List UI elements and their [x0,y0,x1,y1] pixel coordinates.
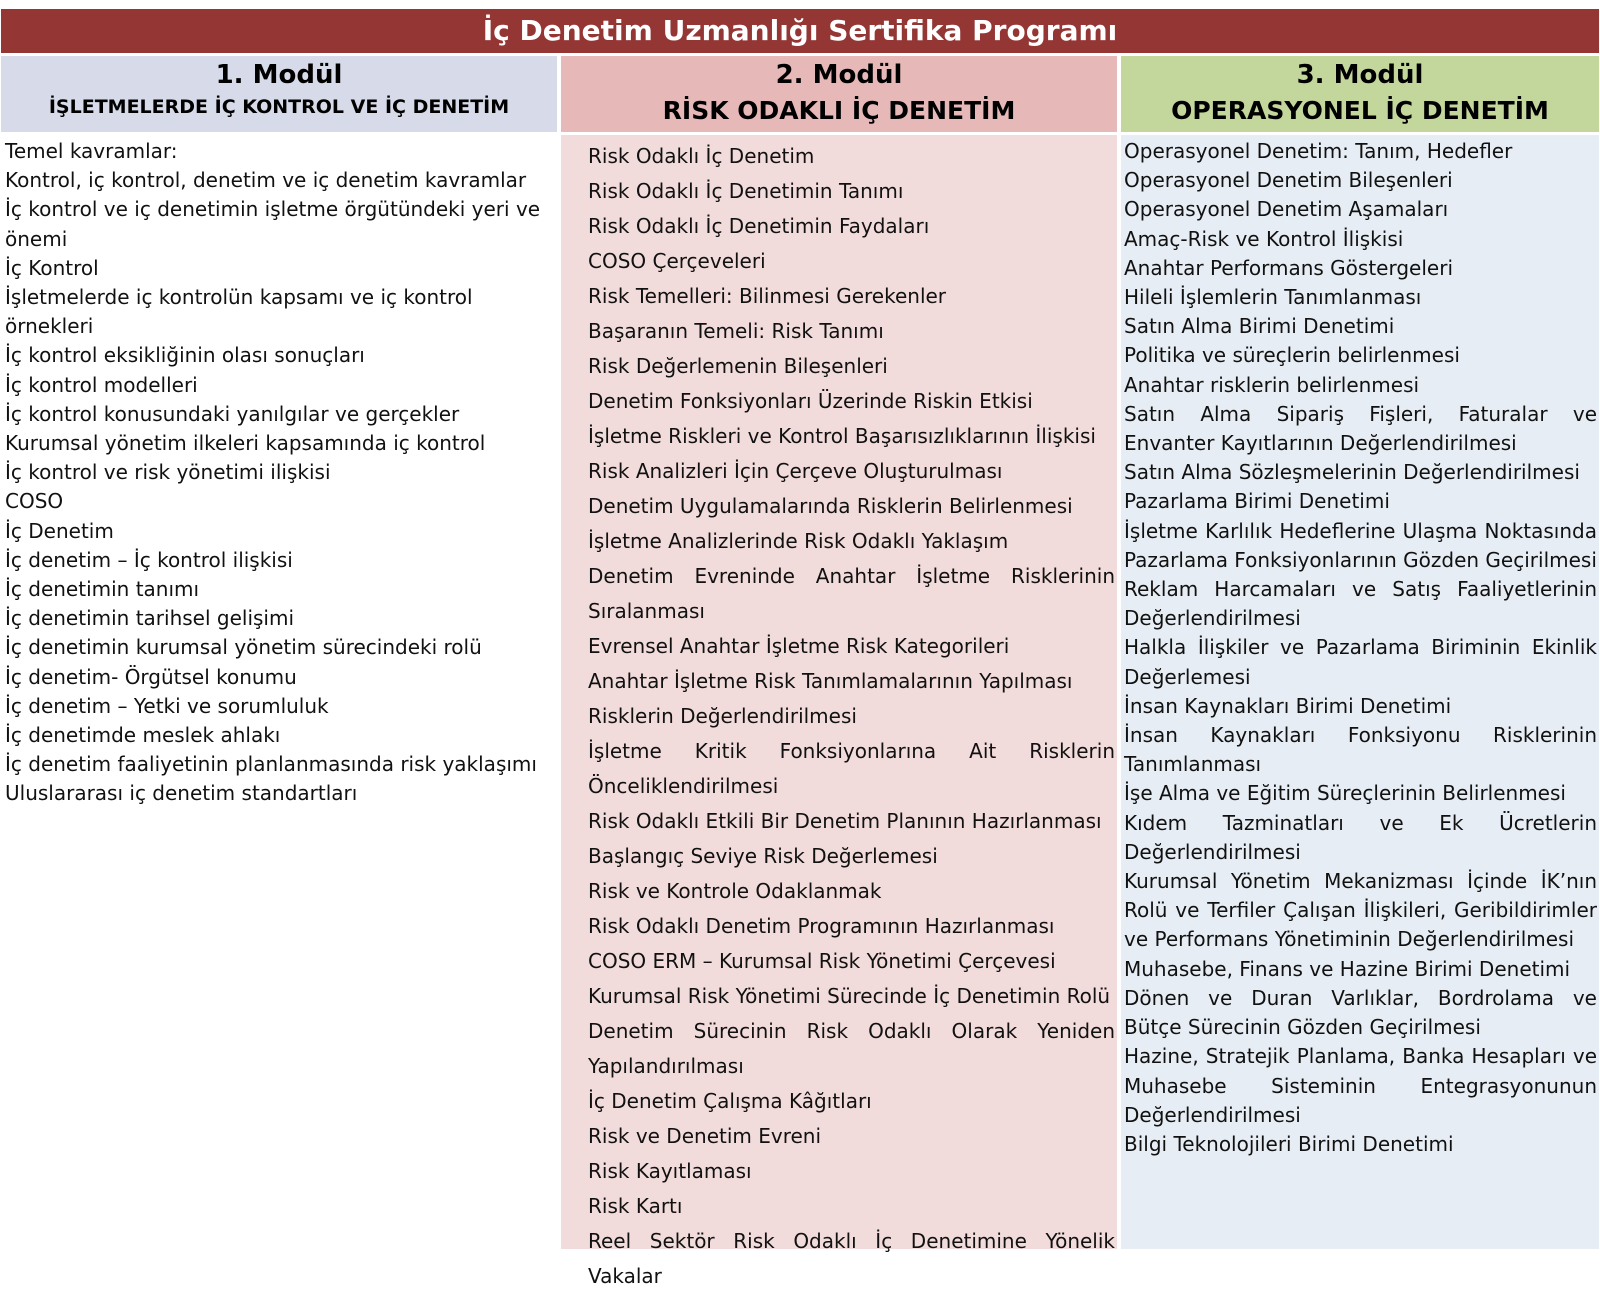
module-2-topic-item: Risk Odaklı Etkili Bir Denetim Planının Hazırlanması [588,809,1102,833]
module-1-topic-item: İç denetimde meslek ahlakı [5,723,281,748]
module-2-topic-item: İç Denetim Çalışma Kâğıtları [588,1089,872,1113]
module-3-topic-item: Operasyonel Denetim Aşamaları [1124,197,1449,222]
module-3-topic-item: Kıdem Tazminatları ve Ek Ücretlerin Değerlendirilmesi [1124,810,1597,864]
module-1-topic-item: Kontrol, iç kontrol, denetim ve iç denetim kavramlar [5,168,527,193]
module-1-name: İŞLETMELERDE İÇ KONTROL VE İÇ DENETİM [48,96,510,118]
module-3-topic-item: Operasyonel Denetim: Tanım, Hedefler [1124,139,1513,163]
module-3-number: 3. Modül [1296,60,1424,90]
module-3-header [1121,56,1599,132]
module-2-topic-item: Kurumsal Risk Yönetimi Sürecinde İç Denetimin Rolü [588,984,1111,1008]
module-3-topic-item: Dönen ve Duran Varlıklar, Bordrolama ve Bütçe Sürecinin Gözden Geçirilmesi [1124,985,1597,1040]
module-2-topic-item: Anahtar İşletme Risk Tanımlamalarının Yapılması [588,669,1073,693]
module-3-topic-item: Anahtar risklerin belirlenmesi [1124,372,1420,397]
module-2-header [561,56,1117,132]
module-1-topic-item: İç denetimin tarihsel gelişimi [5,606,295,631]
module-2-topic-item: Risk Kartı [588,1194,683,1218]
module-1-topic-item: İç kontrol modelleri [5,372,198,397]
module-3-topic-item: İşletme Karlılık Hedeflerine Ulaşma Noktasında Pazarlama Fonksiyonlarının Gözden Geçirilmesi [1124,518,1597,572]
module-3-topic-item: Halkla İlişkiler ve Pazarlama Biriminin Ekinlik Değerlemesi [1124,635,1597,689]
module-1-topic-item: İç denetimin kurumsal yönetim sürecindeki rolü [5,635,482,660]
module-2-topic-item: Risk Temelleri: Bilinmesi Gerekenler [588,284,947,308]
module-2-topic-item: Evrensel Anahtar İşletme Risk Kategorileri [588,634,1010,658]
module-3-topic-item: Operasyonel Denetim Bileşenleri [1124,168,1453,193]
module-2-topic-item: İşletme Riskleri ve Kontrol Başarısızlıklarının İlişkisi [588,424,1096,448]
module-3-topic-item: Pazarlama Birimi Denetimi [1124,489,1390,514]
module-1-topic-item: COSO [5,489,64,514]
module-2-topic-list [588,139,1115,1294]
module-1-topic-item: İç kontrol ve iç denetimin işletme örgütündeki yeri ve önemi [5,197,541,251]
module-2-topic-item: Denetim Fonksiyonları Üzerinde Riskin Etkisi [588,389,1033,413]
module-1-topic-item: İç Kontrol [5,255,99,280]
module-1-topic-item: Temel kavramlar: [5,139,178,163]
module-2-topic-item: Risk ve Kontrole Odaklanmak [588,879,882,903]
module-3-topic-item: Amaç-Risk ve Kontrol İlişkisi [1124,226,1404,251]
module-2-topic-item: Risk ve Denetim Evreni [588,1124,822,1148]
module-2-topic-item: Denetim Evreninde Anahtar İşletme Risklerinin Sıralanması [588,564,1115,623]
module-3-topic-item: Hileli İşlemlerin Tanımlanması [1124,285,1422,310]
module-2-topic-item: Risk Odaklı İç Denetimin Faydaları [588,214,930,238]
module-2-topic-item: Risklerin Değerlendirilmesi [588,704,857,728]
module-1-topic-item: İç denetimin tanımı [5,577,200,602]
module-1-topic-item: İç denetim- Örgütsel konumu [5,664,297,689]
module-2-topic-item: Başaranın Temeli: Risk Tanımı [588,319,884,343]
module-2-topic-item: Risk Kayıtlaması [588,1159,752,1183]
module-1-topic-list [5,137,557,809]
module-2-number: 2. Modül [775,60,903,90]
module-1-topic-item: İç kontrol ve risk yönetimi ilişkisi [5,460,331,485]
module-2-name: RİSK ODAKLI İÇ DENETİM [662,96,1016,125]
module-3-topic-item: İnsan Kaynakları Fonksiyonu Risklerinin Tanımlanması [1124,723,1597,777]
module-2-topic-item: Denetim Sürecinin Risk Odaklı Olarak Yeniden Yapılandırılması [588,1019,1115,1078]
module-3-topic-item: Politika ve süreçlerin belirlenmesi [1124,343,1460,368]
module-1-topic-item: İşletmelerde iç kontrolün kapsamı ve iç kontrol örnekleri [5,285,473,339]
module-1-number: 1. Modül [215,60,343,90]
module-2-topic-item: Reel Sektör Risk Odaklı İç Denetimine Yönelik Vakalar [588,1229,1115,1288]
module-3-topic-item: Muhasebe, Finans ve Hazine Birimi Denetimi [1124,956,1571,981]
module-1-topics [1,135,557,1249]
module-1-topic-item: İç denetim – İç kontrol ilişkisi [5,547,293,572]
module-3-topic-list [1124,137,1597,1159]
module-1-topic-item: İç Denetim [5,518,114,543]
module-2-topic-item: İşletme Kritik Fonksiyonlarına Ait Risklerin Önceliklendirilmesi [588,739,1115,798]
module-2-topic-item: Denetim Uygulamalarında Risklerin Belirlenmesi [588,494,1073,518]
module-3-topic-item: Satın Alma Sözleşmelerinin Değerlendirilmesi [1124,460,1580,485]
module-3-name: OPERASYONEL İÇ DENETİM [1171,96,1549,125]
module-1-topic-item: İç denetim faaliyetinin planlanmasında risk yaklaşımı [5,752,537,777]
module-1-header [1,56,557,132]
module-3-topic-item: İşe Alma ve Eğitim Süreçlerinin Belirlenmesi [1124,781,1566,806]
module-1-topic-item: Kurumsal yönetim ilkeleri kapsamında iç kontrol [5,431,486,456]
module-2-topic-item: Risk Analizleri İçin Çerçeve Oluşturulması [588,459,1003,483]
module-2-topics [561,135,1117,1288]
module-3-topics [1121,135,1599,1249]
module-2-topic-item: İşletme Analizlerinde Risk Odaklı Yaklaşım [588,529,1009,553]
module-1-topic-item: İç kontrol konusundaki yanılgılar ve gerçekler [5,401,460,426]
module-2-topic-item: Risk Odaklı Denetim Programının Hazırlanması [588,914,1055,938]
module-1-topic-item: İç denetim – Yetki ve sorumluluk [5,693,329,718]
module-2-topic-item: Başlangıç Seviye Risk Değerlemesi [588,844,938,868]
module-2-topic-item: Risk Odaklı İç Denetimin Tanımı [588,179,904,203]
module-3-topic-item: Reklam Harcamaları ve Satış Faaliyetlerinin Değerlendirilmesi [1124,577,1597,631]
module-1-topic-item: İç kontrol eksikliğinin olası sonuçları [5,343,365,368]
module-1-topic-item: Uluslararası iç denetim standartları [5,781,358,806]
module-2-topic-item: Risk Değerlemenin Bileşenleri [588,354,888,378]
module-3-topic-item: İnsan Kaynakları Birimi Denetimi [1124,693,1452,718]
module-3-topic-item: Bilgi Teknolojileri Birimi Denetimi [1124,1131,1454,1156]
module-2-topic-item: COSO Çerçeveleri [588,249,766,273]
page-title: İç Denetim Uzmanlığı Sertifika Programı [1,9,1599,53]
module-3-topic-item: Satın Alma Birimi Denetimi [1124,314,1395,339]
module-2-topic-item: Risk Odaklı İç Denetim [588,144,815,168]
module-3-topic-item: Satın Alma Sipariş Fişleri, Faturalar ve Envanter Kayıtlarının Değerlendirilmesi [1124,401,1597,456]
module-3-topic-item: Hazine, Stratejik Planlama, Banka Hesapları ve Muhasebe Sisteminin Entegrasyonunun Değerlendirilmesi [1124,1044,1597,1127]
module-2-topic-item: COSO ERM – Kurumsal Risk Yönetimi Çerçevesi [588,949,1056,973]
module-3-topic-item: Anahtar Performans Göstergeleri [1124,255,1453,280]
module-3-topic-item: Kurumsal Yönetim Mekanizması İçinde İK’nın Rolü ve Terfiler Çalışan İlişkileri, Geribildirimler ve Performans Yönetiminin Değerlendirilmesi [1124,869,1597,952]
